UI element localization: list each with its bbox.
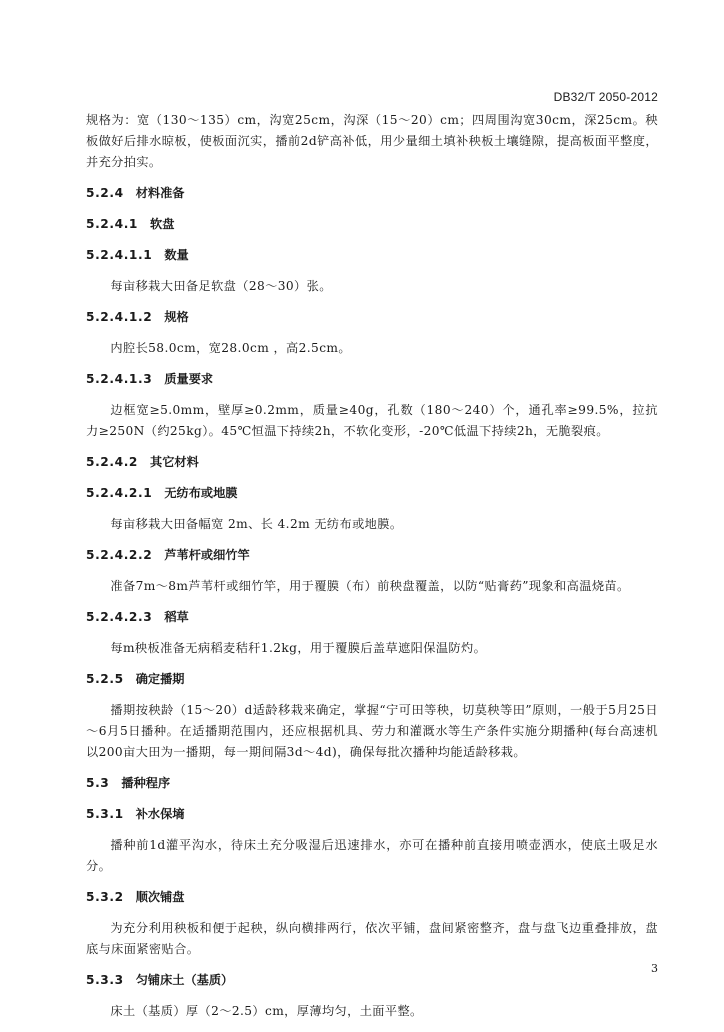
- body-paragraph: 每亩移栽大田备足软盘（28～30）张。: [110, 279, 332, 293]
- body-paragraph: 内腔长58.0cm，宽28.0cm ，高2.5cm。: [110, 341, 351, 355]
- section-title: 软盘: [150, 217, 175, 231]
- section-number: 5.2.4.2.2: [86, 548, 153, 562]
- document-body: [86, 110, 658, 1032]
- section-heading: [86, 773, 658, 794]
- body-paragraph: 每m秧板准备无病稻麦秸秆1.2kg，用于覆膜后盖草遮阳保温防灼。: [110, 641, 487, 655]
- section-heading: [86, 607, 658, 628]
- section-title: 材料准备: [135, 186, 185, 200]
- body-paragraph: 边框宽≥5.0mm，壁厚≥0.2mm，质量≥40g，孔数（180～240）个，通孔率≥99.5%，拉抗力≥250N（约25kg）。45℃恒温下持续2h，不软化变形，-20℃低温下持续2h，无脆裂痕。: [86, 403, 658, 438]
- section-title: 质量要求: [164, 372, 214, 386]
- section-title: 其它材料: [150, 455, 199, 469]
- section-number: 5.2.4.1: [86, 217, 139, 231]
- section-heading: [86, 452, 658, 473]
- section-heading: [86, 669, 658, 690]
- section-number: 5.2.4.2.3: [86, 610, 153, 624]
- section-title: 顺次铺盘: [135, 890, 185, 904]
- section-number: 5.2.4.1.3: [86, 372, 153, 386]
- body-paragraph: 播期按秧龄（15～20）d适龄移栽来确定，掌握“宁可田等秧，切莫秧等田”原则，一般于5月25日～6月5日播种。在适播期范围内，还应根据机具、劳力和灌溉水等生产条件实施分期播种(每台高速机以200亩大田为一播期，每一期间隔3d～4d)，确保每批次播种均能适龄移栽。: [86, 703, 658, 759]
- section-heading: [86, 214, 658, 235]
- section-number: 5.2.4.1.2: [86, 310, 153, 324]
- section-title: 无纺布或地膜: [164, 486, 238, 500]
- section-number: 5.2.4: [86, 186, 124, 200]
- section-number: 5.2.4.1.1: [86, 248, 153, 262]
- body-paragraph: 为充分利用秧板和便于起秧，纵向横排两行，依次平铺，盘间紧密整齐，盘与盘飞边重叠排放，盘底与床面紧密贴合。: [86, 921, 658, 956]
- body-paragraph: 每亩移栽大田备幅宽 2m、长 4.2m 无纺布或地膜。: [110, 517, 403, 531]
- body-paragraph: 准备7m～8m芦苇杆或细竹竿，用于覆膜（布）前秧盘覆盖，以防“贴膏药”现象和高温烧苗。: [110, 579, 630, 593]
- body-paragraph: 床土（基质）厚（2～2.5）cm，厚薄均匀，土面平整。: [110, 1004, 423, 1018]
- section-heading: [86, 245, 658, 266]
- section-number: 5.3.1: [86, 807, 124, 821]
- section-heading: [86, 183, 658, 204]
- section-title: 规格: [164, 310, 189, 324]
- section-title: 确定播期: [135, 672, 185, 686]
- section-number: 5.2.4.2: [86, 455, 139, 469]
- section-number: 5.2.4.2.1: [86, 486, 153, 500]
- page-number: 3: [651, 962, 658, 975]
- section-title: 补水保墒: [135, 807, 185, 821]
- section-heading: [86, 483, 658, 504]
- section-number: 5.3.3: [86, 973, 124, 987]
- body-paragraph: 规格为：宽（130～135）cm，沟宽25cm，沟深（15～20）cm；四周围沟宽30cm，深25cm。秧板做好后排水晾板，使板面沉实，播前2d铲高补低，用少量细土填补秧板土壤缝隙，提高板面平整度，并充分拍实。: [86, 113, 658, 169]
- section-heading: [86, 970, 658, 991]
- section-heading: [86, 369, 658, 390]
- standard-code: DB32/T 2050-2012: [553, 90, 658, 104]
- section-title: 稻草: [164, 610, 189, 624]
- section-number: 5.3.2: [86, 890, 124, 904]
- section-heading: [86, 804, 658, 825]
- section-heading: [86, 307, 658, 328]
- section-title: 匀铺床土（基质）: [135, 973, 234, 987]
- section-title: 数量: [164, 248, 189, 262]
- section-title: 芦苇杆或细竹竿: [164, 548, 250, 562]
- body-paragraph: 播种前1d灌平沟水，待床土充分吸湿后迅速排水，亦可在播种前直接用喷壶洒水，使底土吸足水分。: [86, 838, 658, 873]
- section-title: 播种程序: [121, 776, 171, 790]
- section-heading: [86, 887, 658, 908]
- section-number: 5.3: [86, 776, 110, 790]
- section-number: 5.2.5: [86, 672, 124, 686]
- section-heading: [86, 545, 658, 566]
